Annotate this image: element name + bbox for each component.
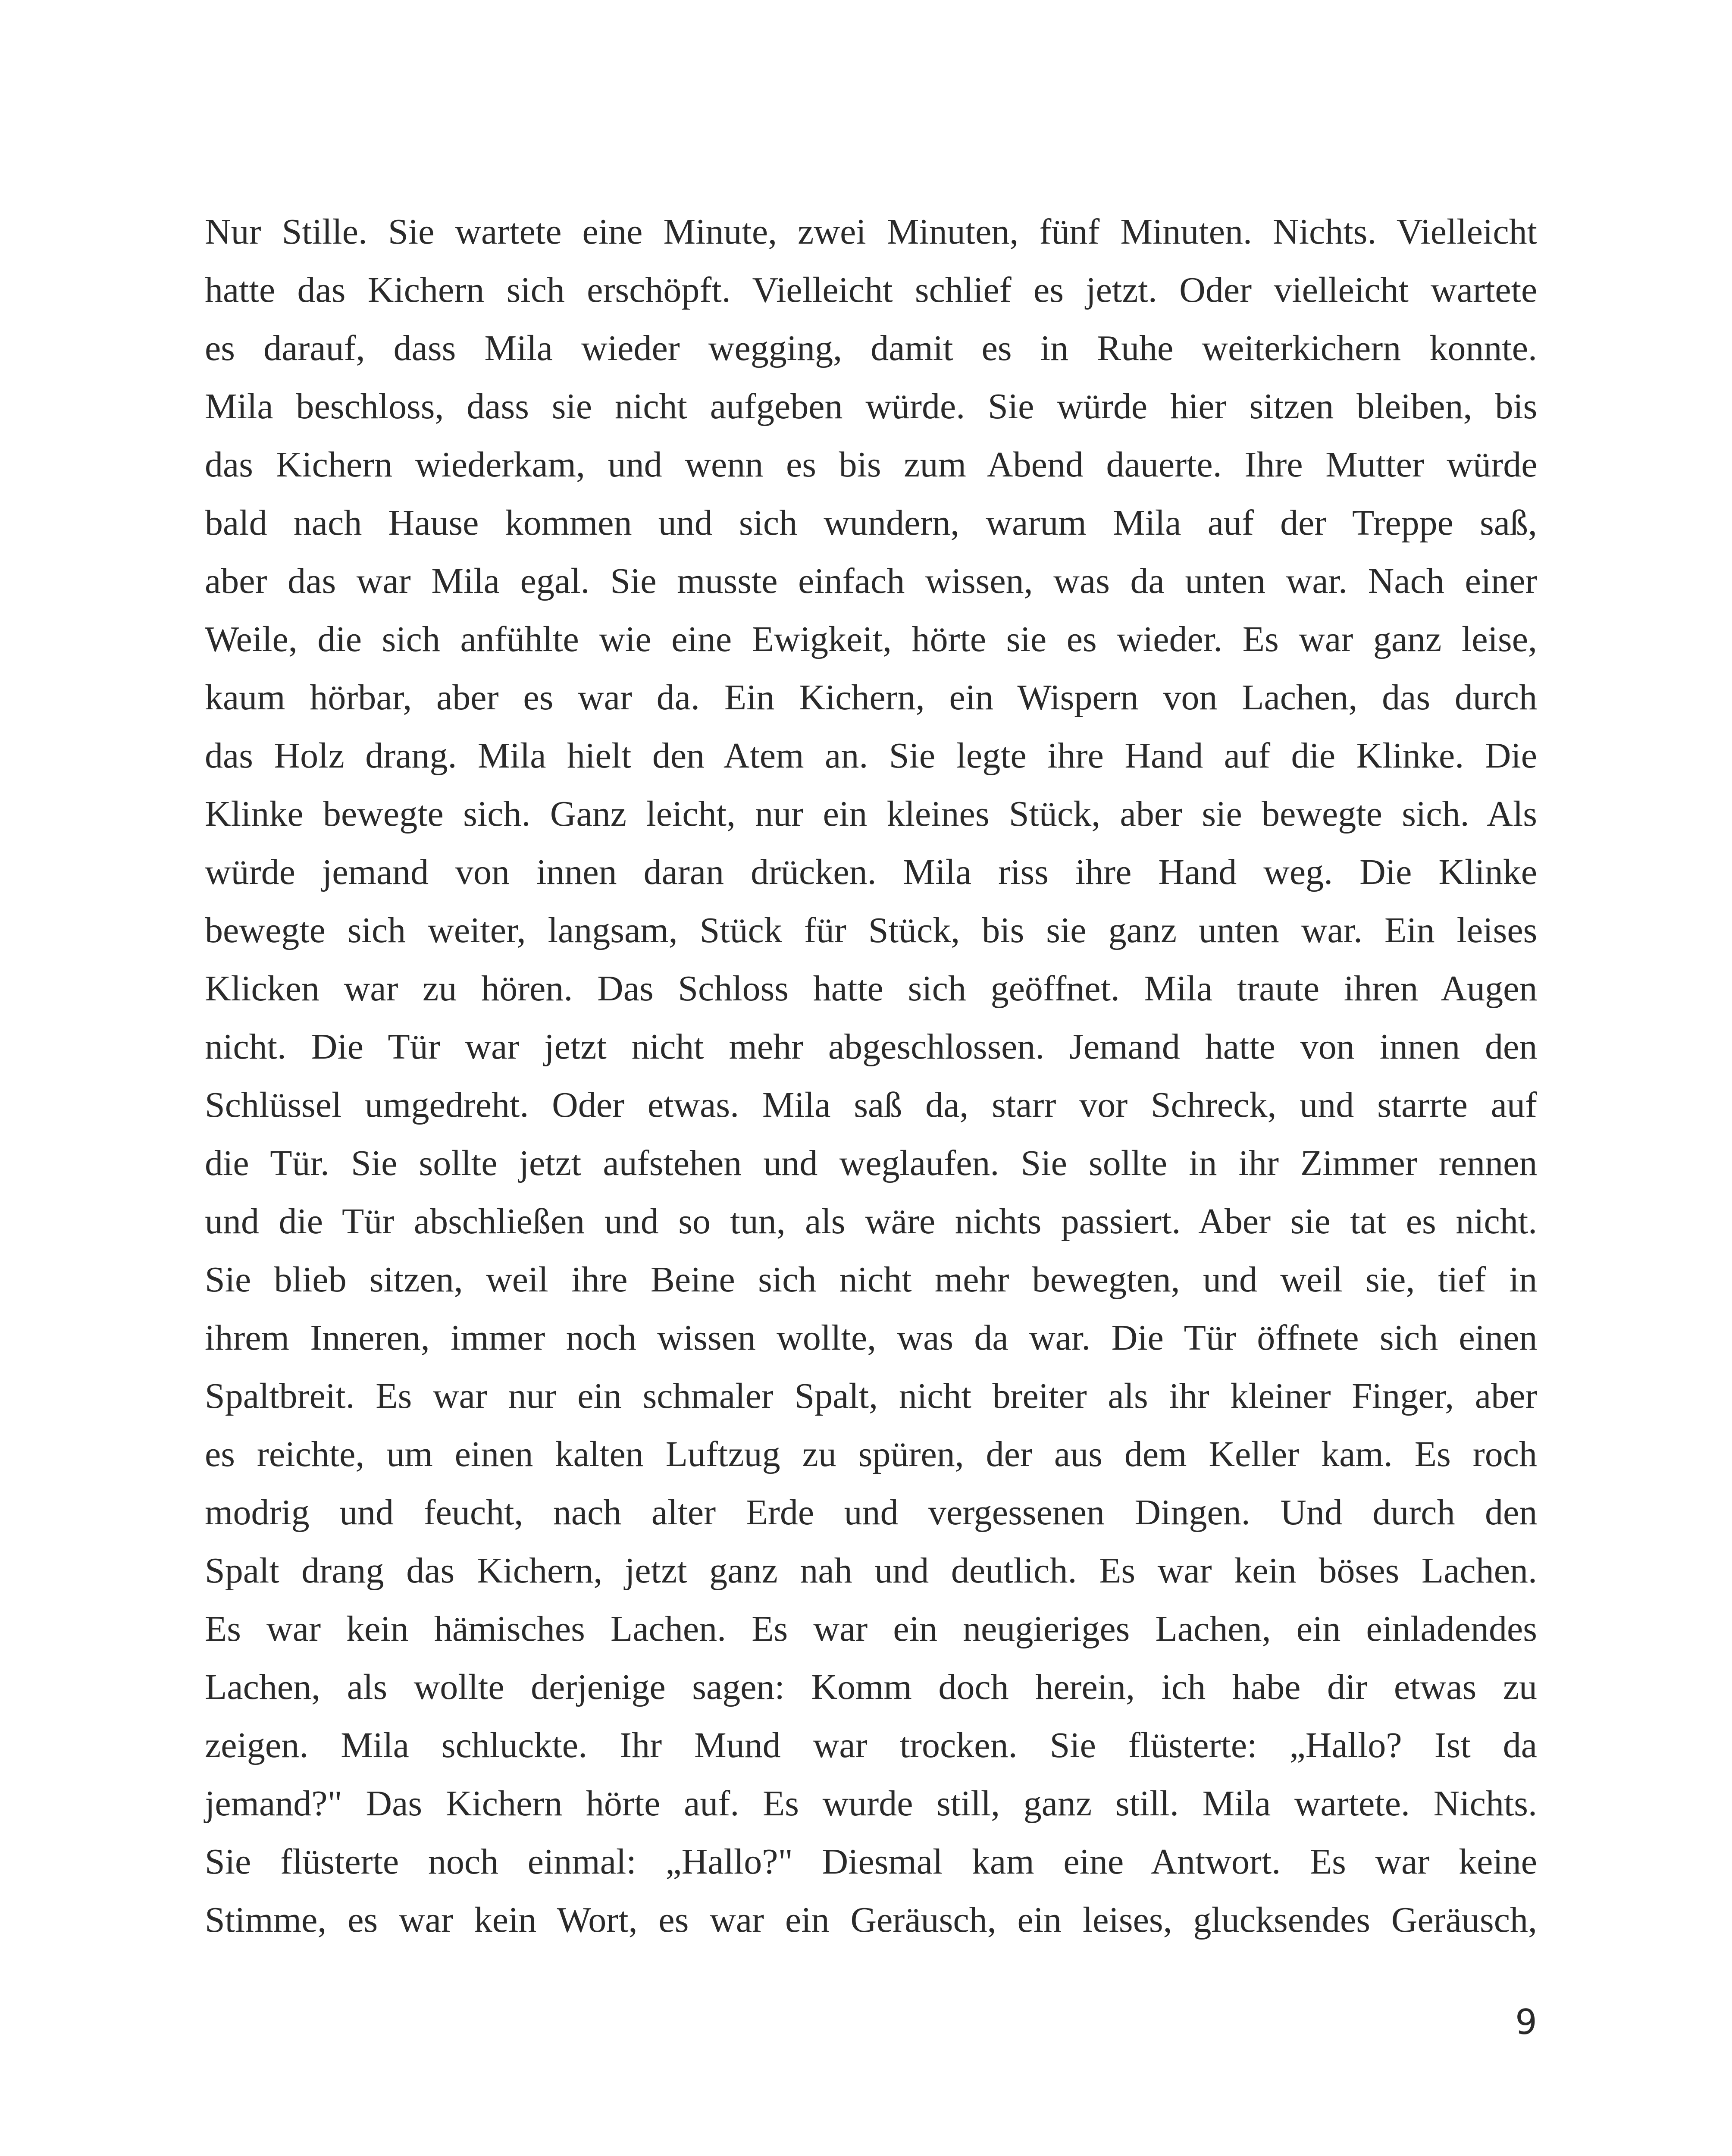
text-line: es darauf, dass Mila wieder wegging, damit es in Ruhe weiterkichern konnte. [205, 328, 1537, 368]
text-line: Klinke bewegte sich. Ganz leicht, nur ein kleines Stück, aber sie bewegte sich. Als [205, 794, 1537, 834]
text-line: Schlüssel umgedreht. Oder etwas. Mila saß da, starr vor Schreck, und starrte auf [205, 1085, 1537, 1125]
text-line: modrig und feucht, nach alter Erde und vergessenen Dingen. Und durch den [205, 1492, 1538, 1532]
text-line: Spalt drang das Kichern, jetzt ganz nah und deutlich. Es war kein böses Lachen. [205, 1551, 1537, 1591]
text-line: Spaltbreit. Es war nur ein schmaler Spalt, nicht breiter als ihr kleiner Finger, aber [205, 1376, 1538, 1416]
body-text [205, 203, 1537, 1949]
text-line: Nur Stille. Sie wartete eine Minute, zwei Minuten, fünf Minuten. Nichts. Vielleicht [205, 212, 1537, 252]
text-line: Lachen, als wollte derjenige sagen: Komm doch herein, ich habe dir etwas zu [205, 1667, 1538, 1707]
text-line: Sie flüsterte noch einmal: „Hallo?" Diesmal kam eine Antwort. Es war keine [205, 1842, 1537, 1882]
text-line: das Kichern wiederkam, und wenn es bis zum Abend dauerte. Ihre Mutter würde [205, 445, 1538, 485]
text-line: Mila beschloss, dass sie nicht aufgeben würde. Sie würde hier sitzen bleiben, bis [205, 386, 1538, 426]
page-number: 9 [1515, 2002, 1537, 2042]
text-line: bewegte sich weiter, langsam, Stück für Stück, bis sie ganz unten war. Ein leises [205, 910, 1538, 950]
text-line: aber das war Mila egal. Sie musste einfach wissen, was da unten war. Nach einer [205, 561, 1538, 601]
text-line: Sie blieb sitzen, weil ihre Beine sich nicht mehr bewegten, und weil sie, tief in [205, 1260, 1538, 1300]
text-line: würde jemand von innen daran drücken. Mila riss ihre Hand weg. Die Klinke [205, 852, 1537, 892]
text-line: bald nach Hause kommen und sich wundern, warum Mila auf der Treppe saß, [205, 503, 1538, 543]
text-line: Stimme, es war kein Wort, es war ein Geräusch, ein leises, glucksendes Geräusch, [205, 1900, 1537, 1940]
text-line: kaum hörbar, aber es war da. Ein Kichern, ein Wispern von Lachen, das durch [205, 677, 1538, 718]
text-line: nicht. Die Tür war jetzt nicht mehr abgeschlossen. Jemand hatte von innen den [205, 1027, 1538, 1067]
text-line: Es war kein hämisches Lachen. Es war ein neugieriges Lachen, ein einladendes [205, 1609, 1537, 1649]
text-line: hatte das Kichern sich erschöpft. Vielleicht schlief es jetzt. Oder vielleicht wartete [205, 270, 1538, 310]
text-line: Klicken war zu hören. Das Schloss hatte sich geöffnet. Mila traute ihren Augen [205, 968, 1538, 1009]
text-line: die Tür. Sie sollte jetzt aufstehen und weglaufen. Sie sollte in ihr Zimmer rennen [205, 1143, 1538, 1183]
text-line: ihrem Inneren, immer noch wissen wollte, was da war. Die Tür öffnete sich einen [205, 1318, 1538, 1358]
text-line: das Holz drang. Mila hielt den Atem an. Sie legte ihre Hand auf die Klinke. Die [205, 736, 1537, 776]
text-line: und die Tür abschließen und so tun, als wäre nichts passiert. Aber sie tat es nicht. [205, 1201, 1538, 1241]
text-line: zeigen. Mila schluckte. Ihr Mund war trocken. Sie flüsterte: „Hallo? Ist da [205, 1725, 1537, 1765]
text-line: Weile, die sich anfühlte wie eine Ewigkeit, hörte sie es wieder. Es war ganz leise, [205, 619, 1537, 659]
text-line: es reichte, um einen kalten Luftzug zu spüren, der aus dem Keller kam. Es roch [205, 1434, 1537, 1474]
text-line: jemand?" Das Kichern hörte auf. Es wurde still, ganz still. Mila wartete. Nichts. [205, 1783, 1537, 1824]
